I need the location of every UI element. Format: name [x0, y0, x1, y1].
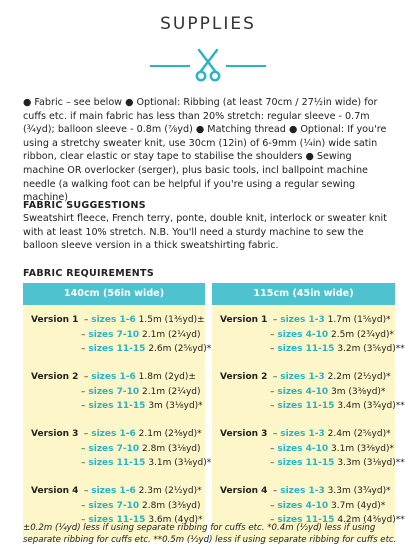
requirements-heading: FABRIC REQUIREMENTS: [23, 268, 154, 279]
version-block: [212, 427, 405, 484]
size-range: sizes 1-3: [280, 372, 325, 382]
size-range: sizes 1-6: [91, 486, 136, 496]
table-row: [212, 399, 405, 414]
table-row: [23, 456, 212, 471]
size-range: sizes 11-15: [88, 515, 146, 525]
supplies-list: ● Fabric – see below ● Optional: Ribbing (at least 70cm / 27½in wide) for cuffs etc. if main fabric has less than 20% stretch: regular sleeve - 0.7m (¾yd); balloon sleeve - 0.8m (⅞yd) ● Matching thread ● Optional: If you're using a stretchy sweater knit, use 30cm (12in) of 6-9mm (¼in) wide satin ribbon, clear elastic or stay tape to stabilise the shoulders ● Sewing machine OR overlocker (serger), plus basic tools, incl ballpoint machine needle (a walking foot can be helpful if you're using a regular sewing machine): [23, 97, 387, 204]
dash: –: [81, 344, 89, 354]
version-name: Version 4: [31, 486, 79, 496]
version-block: [23, 313, 212, 370]
size-range: sizes 11-15: [277, 401, 335, 411]
size-range: sizes 7-10: [88, 329, 140, 340]
requirements-table-115cm: [212, 283, 405, 541]
dash: –: [81, 429, 92, 439]
dash: –: [270, 458, 278, 468]
table-header: 140cm (56in wide): [23, 283, 205, 305]
fabric-amount: 3.6m (4yd)*: [148, 515, 203, 525]
suggestions-heading: FABRIC SUGGESTIONS: [23, 200, 146, 211]
table-header: 115cm (45in wide): [212, 283, 395, 305]
size-range: sizes 4-10: [277, 386, 329, 397]
fabric-amount: 3.1m (3⅛yd)*: [148, 458, 212, 468]
fabric-amount: 2.4m (2⅚yd)*: [327, 429, 391, 439]
fabric-amount: 3.2m (3⅚yd)**: [337, 344, 405, 354]
size-range: sizes 11-15: [88, 344, 146, 354]
size-range: sizes 4-10: [277, 443, 329, 454]
size-range: sizes 1-6: [91, 429, 136, 439]
fabric-amount: 2.8m (3⅜yd): [142, 500, 201, 511]
fabric-amount: 1.7m (1⅚yd)*: [327, 315, 391, 325]
fabric-amount: 2.6m (2⅚yd)*: [148, 344, 212, 354]
fabric-amount: 2.5m (2¾yd)*: [331, 329, 394, 340]
table-row: [212, 385, 395, 400]
dash: –: [270, 443, 278, 454]
fabric-amount: 1.5m (1⅗yd)±: [138, 315, 205, 325]
size-range: sizes 7-10: [88, 443, 140, 454]
divider-line-left: [150, 65, 190, 67]
dash: –: [270, 486, 281, 496]
size-range: sizes 4-10: [277, 329, 329, 340]
version-name: Version 1: [220, 315, 268, 325]
fabric-amount: 1.8m (2yd)±: [138, 372, 196, 382]
fabric-amount: 3.7m (4yd)*: [331, 500, 386, 511]
suggestions-text: Sweatshirt fleece, French terry, ponte, double knit, interlock or sweater knit with at least 10% stretch. N.B. You'll need a sturdy machine to sew the balloon sleeve version in a thick sweatshirting fabric.: [23, 213, 387, 252]
size-range: sizes 11-15: [88, 458, 146, 468]
dash: –: [270, 500, 278, 511]
fabric-amount: 3.4m (3¾yd)**: [337, 401, 405, 411]
dash: –: [270, 429, 281, 439]
table-row: [23, 385, 205, 400]
dash: –: [270, 372, 281, 382]
table-row: [23, 442, 205, 457]
version-name: Version 4: [220, 486, 268, 496]
dash: –: [81, 386, 89, 397]
dash: –: [270, 315, 281, 325]
size-range: sizes 11-15: [277, 344, 335, 354]
dash: –: [81, 486, 92, 496]
fabric-amount: 3.1m (3⅜yd)*: [331, 443, 394, 454]
table-row: [212, 342, 405, 357]
version-name: Version 3: [220, 429, 268, 439]
table-row: [212, 370, 395, 385]
fabric-amount: 2.1m (2¼yd): [142, 386, 201, 397]
size-range: sizes 4-10: [277, 500, 329, 511]
version-name: Version 2: [31, 372, 79, 382]
size-range: sizes 11-15: [277, 458, 335, 468]
table-row: [212, 313, 395, 328]
table-row: [212, 328, 395, 343]
page-title: SUPPLIES: [160, 14, 256, 34]
dash: –: [81, 458, 89, 468]
table-row: [23, 328, 205, 343]
version-name: Version 2: [220, 372, 268, 382]
table-row: [212, 427, 395, 442]
table-row: [212, 456, 405, 471]
size-range: sizes 1-3: [280, 429, 325, 439]
dash: –: [270, 515, 278, 525]
fabric-amount: 2.1m (2⅜yd)*: [138, 429, 202, 439]
requirements-table-140cm: [23, 283, 212, 541]
table-body: [212, 305, 405, 541]
dash: –: [81, 515, 89, 525]
dash: –: [270, 329, 278, 340]
version-block: [212, 370, 405, 427]
table-row: [23, 484, 205, 499]
fabric-amount: 2.8m (3⅛yd): [142, 443, 201, 454]
dash: –: [81, 401, 89, 411]
fabric-amount: 4.2m (4⅜yd)**: [337, 515, 405, 525]
table-row: [23, 399, 205, 414]
dash: –: [81, 372, 92, 382]
size-range: sizes 1-6: [91, 315, 136, 325]
fabric-amount: 2.2m (2½yd)*: [327, 372, 391, 382]
footnotes: ±0.2m (¼yd) less if using separate ribbing for cuffs etc. *0.4m (½yd) less if using separate ribbing for cuffs etc. **0.5m (½yd) less if using separate ribbing for cuffs etc.: [23, 523, 397, 546]
dash: –: [81, 329, 89, 340]
fabric-amount: 3.3m (3¾yd)*: [327, 486, 391, 496]
dash: –: [270, 401, 278, 411]
dash: –: [81, 315, 92, 325]
size-range: sizes 1-6: [91, 372, 136, 382]
dash: –: [270, 344, 278, 354]
version-name: Version 1: [31, 315, 79, 325]
scissors-icon: [193, 47, 223, 83]
size-range: sizes 1-3: [280, 315, 325, 325]
fabric-amount: 2.1m (2¼yd): [142, 329, 201, 340]
table-body: [23, 305, 212, 541]
version-name: Version 3: [31, 429, 79, 439]
dash: –: [81, 443, 89, 454]
size-range: sizes 1-3: [280, 486, 325, 496]
version-block: [23, 427, 212, 484]
fabric-amount: 3m (3⅛yd)*: [148, 401, 203, 411]
table-row: [23, 370, 205, 385]
dash: –: [270, 386, 278, 397]
scissors-divider: [0, 45, 416, 85]
size-range: sizes 11-15: [277, 515, 335, 525]
version-block: [23, 370, 205, 427]
version-block: [212, 313, 405, 370]
size-range: sizes 7-10: [88, 500, 140, 511]
table-row: [23, 313, 205, 328]
table-row: [23, 499, 205, 514]
dash: –: [81, 500, 89, 511]
fabric-amount: 3.3m (3⅛yd)**: [337, 458, 405, 468]
fabric-amount: 3m (3⅜yd)*: [331, 386, 386, 397]
table-row: [23, 427, 205, 442]
size-range: sizes 7-10: [88, 386, 140, 397]
table-row: [212, 499, 395, 514]
table-row: [212, 484, 395, 499]
fabric-amount: 2.3m (2½yd)*: [138, 486, 202, 496]
divider-line-right: [226, 65, 266, 67]
size-range: sizes 11-15: [88, 401, 146, 411]
table-row: [23, 342, 212, 357]
table-row: [212, 442, 395, 457]
